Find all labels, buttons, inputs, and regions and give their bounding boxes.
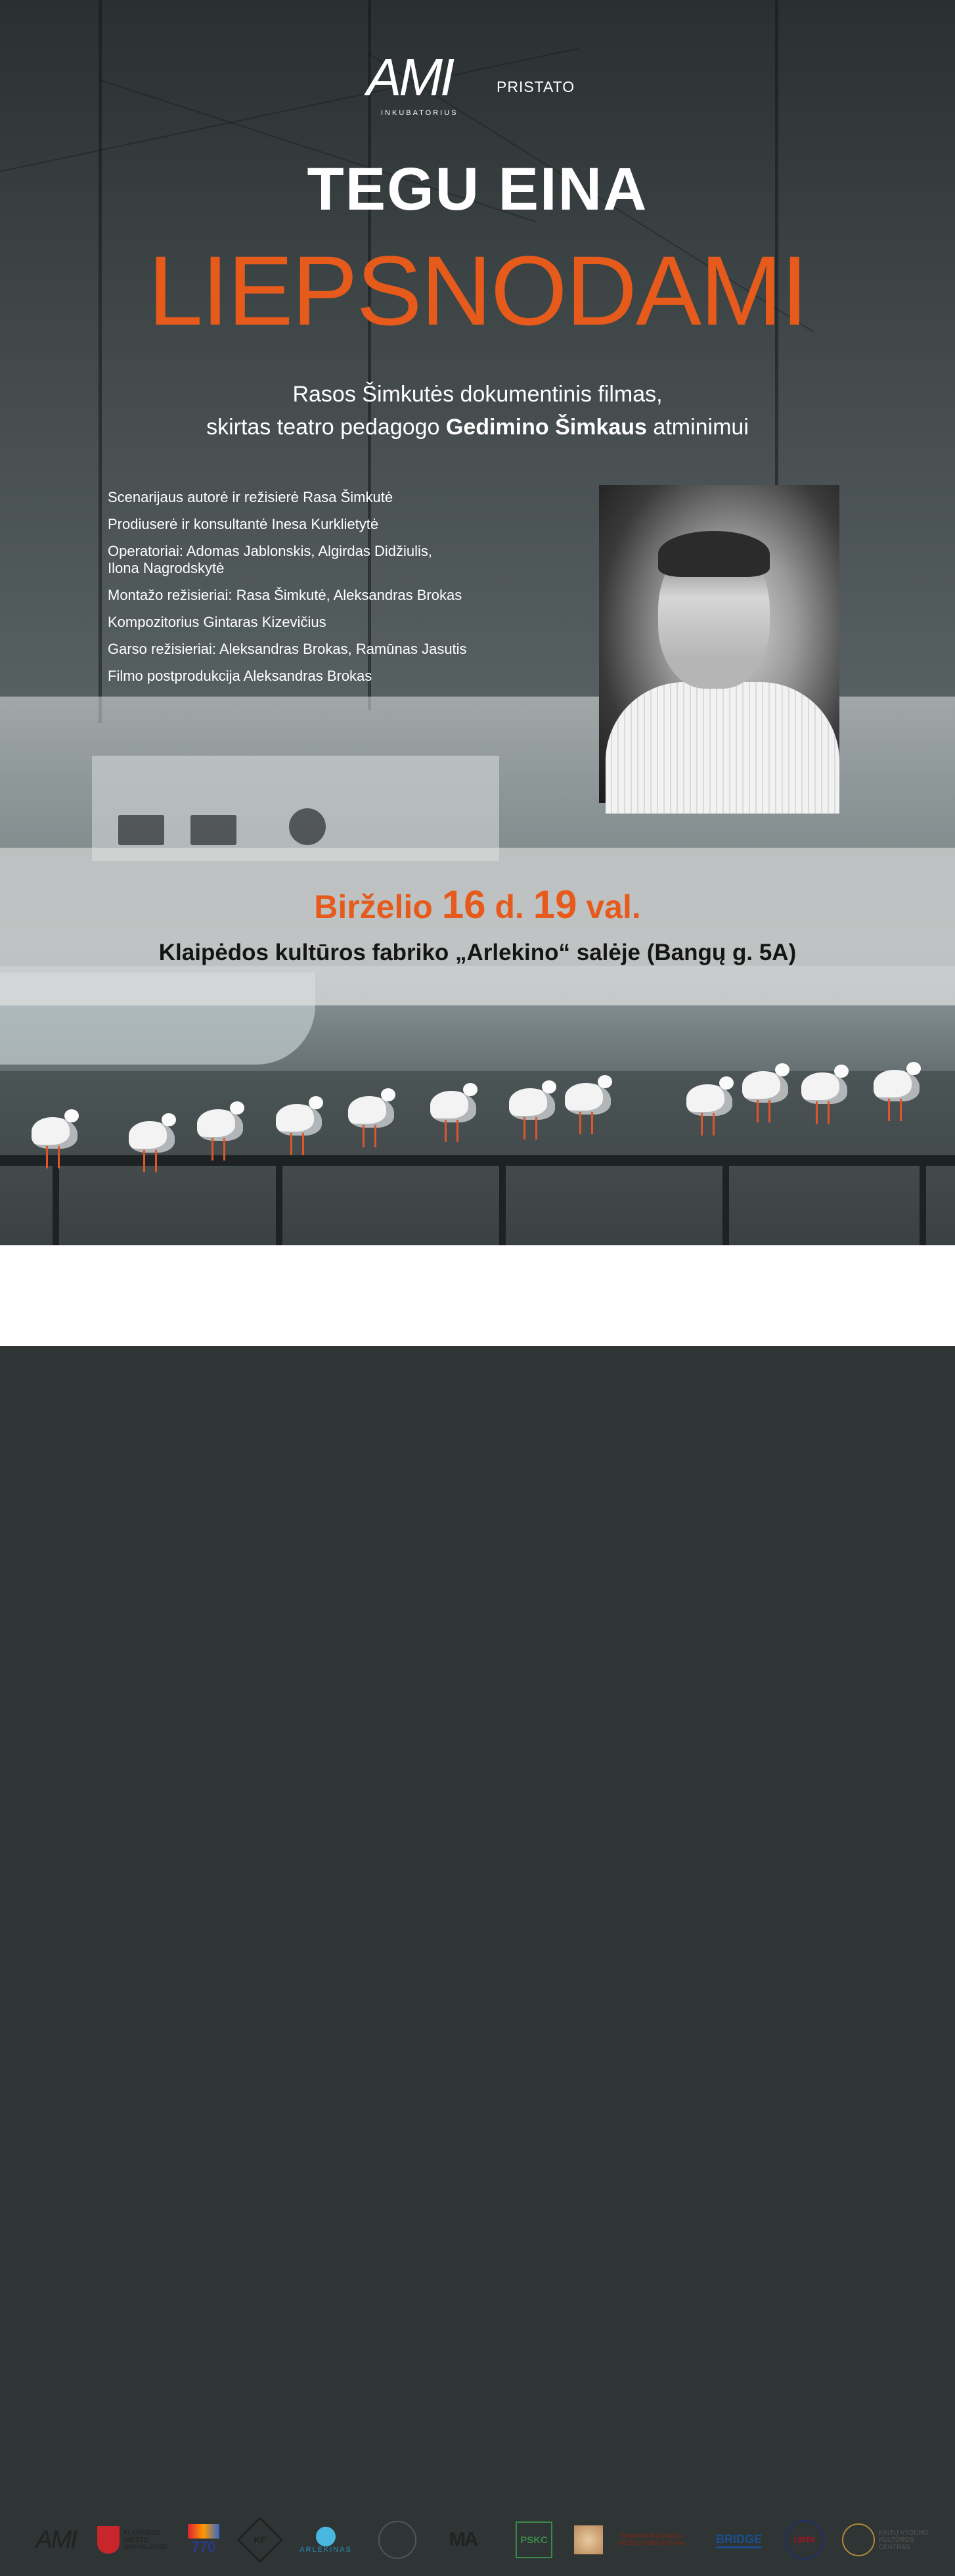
sponsor-label: LMTA xyxy=(785,2520,824,2560)
seagull xyxy=(197,1109,243,1141)
railing-post xyxy=(722,1157,729,1255)
seagull-leg xyxy=(591,1112,593,1134)
library-emblem-icon xyxy=(574,2525,603,2554)
credit-line: Filmo postprodukcija Aleksandras Brokas xyxy=(108,668,372,684)
subtitle-prefix: skirtas teatro pedagogo xyxy=(206,415,446,440)
railing-post xyxy=(53,1157,59,1255)
seagull xyxy=(565,1083,611,1115)
seagull-leg xyxy=(155,1150,157,1172)
seagull-leg xyxy=(816,1101,818,1124)
seagull-head xyxy=(598,1075,612,1088)
railing-post xyxy=(920,1157,926,1255)
railing-post xyxy=(499,1157,506,1255)
seagull xyxy=(742,1071,788,1103)
porthole xyxy=(289,808,326,845)
portrait-shirt xyxy=(606,682,839,814)
sponsor-label: BRIDGE xyxy=(716,2532,762,2548)
seagull-leg xyxy=(223,1138,225,1161)
sponsor-label: KF xyxy=(254,2534,267,2545)
seagull-leg xyxy=(374,1125,376,1147)
event-hour: 19 xyxy=(533,883,577,927)
sponsor-ma-logo xyxy=(433,2510,493,2569)
credit-line: Garso režisieriai: Aleksandras Brokas, Ramūnas Jasutis xyxy=(108,641,467,657)
seagull-leg xyxy=(302,1133,304,1155)
subtitle-suffix: atminimui xyxy=(646,415,749,440)
subtitle-bold: Gedimino Šimkaus xyxy=(445,415,647,440)
sponsor-arlekinas-logo xyxy=(293,2510,359,2569)
portrait-photo xyxy=(599,485,839,803)
seagull xyxy=(348,1096,394,1128)
sponsor-label: AMI xyxy=(35,2526,76,2554)
event-hour-suffix: val. xyxy=(586,888,641,925)
seagull-leg xyxy=(713,1113,715,1136)
sponsor-strip xyxy=(0,1245,955,2555)
sponsor-vyduno-logo xyxy=(841,2510,933,2569)
credit-line: Montažo režisieriai: Rasa Šimkutė, Aleksandras Brokas xyxy=(108,587,462,603)
seagull xyxy=(801,1072,847,1104)
sponsor-label: MA xyxy=(449,2529,477,2550)
seagull-head xyxy=(542,1080,556,1093)
sponsor-label: KINTŲ VYDŪNO KULTŪROS CENTRAS xyxy=(879,2529,929,2551)
cabin-window xyxy=(190,815,236,845)
seagull-leg xyxy=(211,1138,213,1161)
sponsor-logos xyxy=(20,2504,939,2576)
mast-left xyxy=(99,0,102,723)
event-venue: Klaipėdos kultūros fabriko „Arlekino“ salėje (Bangų g. 5A) xyxy=(158,940,797,965)
seagull-head xyxy=(162,1113,176,1126)
sponsor-label: Fridricho Bajoraičio VIEŠOJI BIBLIOTEKA xyxy=(617,2533,685,2547)
seagull xyxy=(509,1088,555,1120)
seagull xyxy=(32,1117,78,1149)
cabin-window xyxy=(118,815,164,845)
seagull xyxy=(686,1084,732,1116)
seagull xyxy=(430,1091,476,1122)
seagull-leg xyxy=(58,1146,60,1168)
railing-post xyxy=(276,1157,282,1255)
seagull-head xyxy=(463,1083,477,1096)
subtitle-line-2 xyxy=(0,411,955,444)
770-mark-icon xyxy=(188,2524,219,2539)
seagull-leg xyxy=(523,1117,525,1139)
seagull-head xyxy=(64,1109,79,1122)
seagull-head xyxy=(775,1063,789,1076)
credit-line: Prodiuserė ir konsultantė Inesa Kurklietytė xyxy=(108,516,379,532)
event-date xyxy=(0,882,955,927)
seagull xyxy=(129,1121,175,1153)
seagull-leg xyxy=(701,1113,703,1136)
sponsor-770-logo xyxy=(184,2510,223,2569)
portrait-hair xyxy=(658,531,770,577)
seagull-leg xyxy=(579,1112,581,1134)
sponsor-label: PSKC xyxy=(516,2521,552,2558)
credit-line: Ilona Nagrodskytė xyxy=(108,560,225,576)
theatre-seal-icon xyxy=(378,2521,416,2559)
seagull-leg xyxy=(828,1101,830,1124)
event-day: 16 xyxy=(441,883,486,927)
seagull-head xyxy=(906,1062,921,1075)
seagull xyxy=(276,1104,322,1136)
credit-line: Scenarijaus autorė ir režisierė Rasa Šimkutė xyxy=(108,489,393,505)
seagull-leg xyxy=(768,1100,770,1122)
sponsor-theatre-logo xyxy=(374,2510,420,2569)
seagull-leg xyxy=(757,1100,759,1122)
seagull-leg xyxy=(535,1117,537,1139)
sponsor-label: KLAIPĖDOS MIESTO SAVIVALDYBĖ xyxy=(123,2529,168,2551)
ami-logo xyxy=(366,48,472,117)
sponsor-pskc-logo xyxy=(511,2510,557,2569)
seagull-leg xyxy=(445,1120,447,1142)
seagull-head xyxy=(309,1096,323,1109)
seagull-head xyxy=(719,1076,734,1090)
kf-diamond-icon xyxy=(237,2517,284,2564)
seagull-leg xyxy=(290,1133,292,1155)
sponsor-bridge-logo xyxy=(709,2510,768,2569)
credits-list xyxy=(108,489,554,695)
seagull-leg xyxy=(900,1099,902,1121)
event-month: Birželio xyxy=(314,888,433,925)
ami-logo-subtext: INKUBATORIUS xyxy=(381,109,458,117)
seagull-head xyxy=(381,1088,395,1101)
seagull xyxy=(874,1070,920,1101)
ship-cabin xyxy=(92,756,499,861)
sponsor-label: ARLEKINAS xyxy=(300,2545,352,2554)
ami-logo-text: AMI xyxy=(366,48,453,106)
sponsor-klaipeda-logo xyxy=(97,2510,169,2569)
title-line-1: TEGU EINA xyxy=(307,156,648,223)
title-line-2: LIEPSNODAMI xyxy=(148,235,807,346)
rigging-line xyxy=(0,48,579,172)
seagull-leg xyxy=(46,1146,48,1168)
event-day-suffix: d. xyxy=(495,888,524,925)
subtitle-line-1: Rasos Šimkutės dokumentinis filmas, xyxy=(292,382,663,407)
seagull-leg xyxy=(456,1120,458,1142)
credit-line: Operatoriai: Adomas Jablonskis, Algirdas Didžiulis, xyxy=(108,543,433,559)
credit-line: Kompozitorius Gintaras Kizevičius xyxy=(108,614,326,630)
subtitle xyxy=(0,378,955,444)
vyduno-emblem-icon xyxy=(842,2523,875,2556)
seagull-head xyxy=(834,1065,849,1078)
sponsor-kf-logo xyxy=(240,2510,280,2569)
arlekinas-splash-icon xyxy=(316,2527,336,2546)
sponsor-ami-logo xyxy=(26,2510,85,2569)
seagull-leg xyxy=(143,1150,145,1172)
seagull-leg xyxy=(363,1125,365,1147)
klaipeda-crest-icon xyxy=(97,2526,120,2554)
seagull-leg xyxy=(888,1099,890,1121)
sponsor-lmta-logo xyxy=(782,2510,828,2569)
presents-label: PRISTATO xyxy=(497,78,575,95)
sponsor-library-logo xyxy=(571,2510,696,2569)
seagull-head xyxy=(230,1101,244,1115)
sponsor-label: 770 xyxy=(191,2539,216,2555)
